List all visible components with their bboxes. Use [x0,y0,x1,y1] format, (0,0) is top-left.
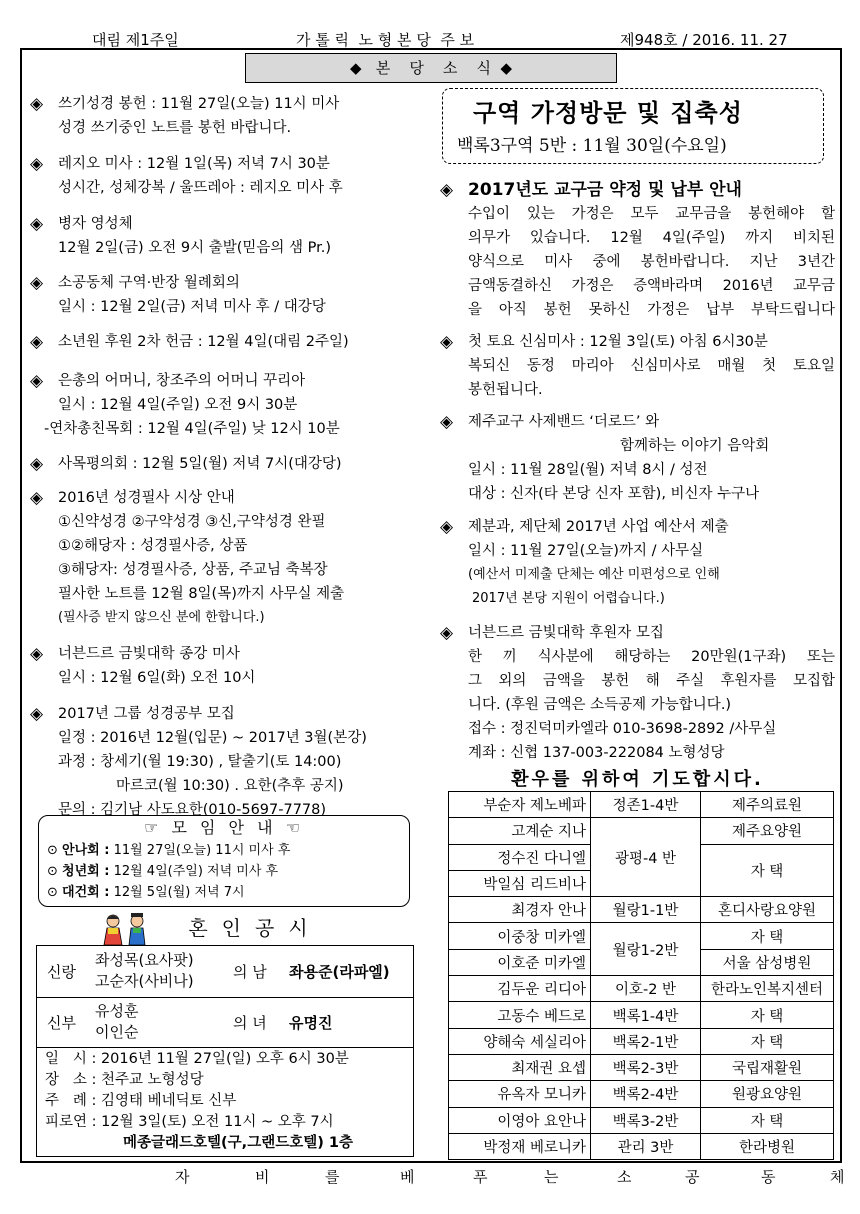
patient-name: 이중창 미카엘 [449,923,591,949]
patient-place: 자 택 [701,844,834,897]
patient-name: 김두운 리디아 [449,976,591,1002]
patient-place: 혼디사랑요양원 [701,897,834,923]
motto-char: 비 [255,1168,270,1186]
groom-name: 좌용준(라파엘) [289,963,390,981]
news-item [30,486,430,630]
bride-mother: 이인순 [95,1023,139,1041]
patient-group: 월랑1-1반 [591,897,701,923]
meeting-text: 12월 4일(주일) 저녁 미사 후 [113,864,279,879]
news-item-line: 성시간, 성체강복 / 울뜨레아 : 레지오 미사 후 [58,180,343,196]
patient-place: 자 택 [701,923,834,949]
motto-char: 공 [685,1168,700,1186]
news-item-title: ◈ 2017년 그룹 성경공부 모집 [30,702,430,726]
patient-group: 광평-4 반 [591,818,701,897]
news-item [30,330,430,354]
news-item-line: 일시 : 11월 27일(오늘)까지 / 사무실 [468,543,704,559]
motto-char: 동 [761,1168,776,1186]
patient-place: 자 택 [701,1002,834,1028]
motto-char: 를 [325,1168,340,1186]
page-header [0,29,860,49]
bulletin-title: 가 톨 릭 노 형 본 당 주 보 [296,31,475,49]
motto-char: 자 [175,1168,190,1186]
news-item-line: (필사증 받지 않으신 분에 한합니다.) [58,610,265,625]
wedding-announcement-box [36,945,414,1157]
news-item-line: 대상 : 신자(타 본당 신자 포함), 비신자 누구나 [468,486,760,502]
news-item [30,212,430,260]
patient-place: 자 택 [701,1028,834,1054]
groom-label: 신랑 [47,963,76,981]
news-item-line: 마르코(월 10:30) . 요한(추후 공지) [116,778,344,794]
footer-motto [20,1163,845,1189]
news-item-title: ◈ 병자 영성체 [30,212,430,236]
patient-name: 양해숙 세실리아 [449,1028,591,1054]
wedding-officiant: 주 례 : 김영태 베네딕토 신부 [45,1093,237,1109]
groom-relation: 의 남 [233,963,267,981]
news-item-title: ◈ 2017년도 교구금 약정 및 납부 안내 [440,178,835,202]
news-item-title: ◈ 레지오 미사 : 12월 1일(목) 저녁 7시 30분 [30,152,430,176]
news-item-title: ◈ 너븐드르 금빛대학 종강 미사 [30,642,430,666]
news-item-line: ①②해당자 : 성경필사증, 상품 [58,538,248,554]
issue-number: 제948호 / 2016. 11. 27 [620,31,788,49]
patient-name: 정수진 다니엘 [449,844,591,870]
patient-group: 관리 3반 [591,1133,701,1159]
news-item [30,369,430,441]
meeting-label: 청년회 : [62,864,110,879]
home-visit-title: 구역 가정방문 및 집축성 [473,99,743,127]
meeting-text: 12월 5일(월) 저녁 7시 [113,885,245,900]
motto-char: 는 [544,1168,559,1186]
patient-place: 한라노인복지센터 [701,976,834,1002]
news-item-line: 일시 : 12월 2일(금) 저녁 미사 후 / 대강당 [58,299,326,315]
news-item-line: -연차총친목회 : 12월 4일(주일) 낮 12시 10분 [44,421,340,437]
patient-group: 백록1-4반 [591,1002,701,1028]
table-row [449,1002,834,1028]
home-visit-box [442,88,824,164]
patient-place: 원광요양원 [701,1081,834,1107]
patient-place: 제주요양원 [701,818,834,844]
news-item-line: 한 끼 식사분에 해당하는 20만원(1구좌) 또는 [468,649,835,665]
patient-place: 국립재활원 [701,1054,834,1080]
news-item-line: 일시 : 12월 6일(화) 오전 10시 [58,670,256,686]
patient-group: 월랑1-2반 [591,923,701,976]
prayer-table [448,791,834,1160]
news-item-title: ◈ 은총의 어머니, 창조주의 어머니 꾸리아 [30,369,430,393]
patient-place: 한라병원 [701,1133,834,1159]
bride-relation: 의 녀 [233,1014,267,1032]
meeting-label: 대건회 : [62,885,110,900]
patient-group: 정존1-4반 [591,792,701,818]
patient-name: 부순자 제노베파 [449,792,591,818]
patient-name: 최경자 안나 [449,897,591,923]
bride-parents [95,1001,138,1043]
patient-name: 이영아 요안나 [449,1107,591,1133]
news-item-line: 수입이 있는 가정은 모두 교무금을 봉헌해야 할 [468,206,835,222]
meeting-item: ⊙ 청년회 : 12월 4일(주일) 저녁 미사 후 [47,864,279,879]
news-item-title: ◈ 제분과, 제단체 2017년 사업 예산서 제출 [440,515,835,539]
patient-name: 최재권 요셉 [449,1054,591,1080]
motto-char: 소 [617,1168,632,1186]
bride-row [37,998,413,1048]
news-item [440,621,835,765]
table-row [449,1081,834,1107]
news-item-line: 양식으로 미사 중에 봉헌바랍니다. 지난 3년간 [468,254,835,270]
table-row [449,976,834,1002]
news-item-line: (예산서 미제출 단체는 예산 미편성으로 인해 [468,567,720,582]
news-item-line: 함께하는 이야기 음악회 [620,438,770,454]
meeting-notice-box [38,815,410,907]
news-item-line: 금액동결하신 가정은 증액바라며 2016년 교무금 [468,278,835,294]
news-item-line: 접수 : 정진덕미카엘라 010-3698-2892 /사무실 [468,721,777,737]
patient-place: 제주의료원 [701,792,834,818]
news-item [30,452,430,476]
news-item-line: 과정 : 창세기(월 19:30) , 탈출기(토 14:00) [58,754,342,770]
table-row [449,1107,834,1133]
motto-char: 체 [830,1168,845,1186]
news-item [440,178,835,322]
patient-name: 유옥자 모니카 [449,1081,591,1107]
news-item-title: ◈ 소공동체 구역·반장 월례회의 [30,271,430,295]
bride-name: 유명진 [289,1014,333,1032]
home-visit-schedule: 백록3구역 5반 : 11월 30일(수요일) [457,136,727,156]
news-item [30,702,430,822]
meeting-item: ⊙ 안나회 : 11월 27일(오늘) 11시 미사 후 [47,843,291,858]
wedding-announcement-title: 혼인공시 [188,916,322,940]
news-item-line: 을 아직 봉헌 못하신 가정은 납부 부탁드립니다 [468,302,835,318]
patient-group: 백록2-4반 [591,1081,701,1107]
news-item-line: 복되신 동정 마리아 신심미사로 매월 첫 토요일 [468,358,835,374]
prayer-list-title: 환우를 위하여 기도합시다. [511,769,764,790]
wedding-reception: 피로연 : 12월 3일(토) 오전 11시 ~ 오후 7시 [45,1114,334,1130]
groom-parents [95,950,194,992]
patient-group: 이호-2 반 [591,976,701,1002]
news-item-line: 성경 쓰기중인 노트를 봉헌 바랍니다. [58,120,292,136]
news-item-title: ◈ 쓰기성경 봉헌 : 11월 27일(오늘) 11시 미사 [30,92,430,116]
wedding-details [37,1048,413,1156]
table-row [449,792,834,818]
news-item-line: 필사한 노트를 12월 8일(목)까지 사무실 제출 [58,586,345,602]
meeting-item: ⊙ 대건회 : 12월 5일(월) 저녁 7시 [47,885,245,900]
meeting-label: 안나회 : [62,843,110,858]
news-item-line: 일시 : 12월 4일(주일) 오전 9시 30분 [58,397,298,413]
news-item-line: 니다. (후원 금액은 소득공제 가능합니다.) [468,697,732,713]
bride-label: 신부 [47,1014,76,1032]
patient-place: 자 택 [701,1107,834,1133]
news-item-title: ◈ 사목평의회 : 12월 5일(월) 저녁 7시(대강당) [30,452,430,476]
patient-group: 백록2-3반 [591,1054,701,1080]
table-row [449,818,834,844]
meeting-text: 11월 27일(오늘) 11시 미사 후 [113,843,291,858]
news-item-title: ◈ 첫 토요 신심미사 : 12월 3일(토) 아침 6시30분 [440,330,835,354]
patient-group: 백록2-1반 [591,1028,701,1054]
news-item-line: 문의 : 김기남 사도요한(010-5697-7778) [58,802,327,818]
news-item-title: ◈ 제주교구 사제밴드 ‘더로드’ 와 [440,410,835,434]
news-item [30,92,430,140]
patient-name: 이호준 미카엘 [449,949,591,975]
news-item [440,410,835,506]
groom-father: 좌성목(요사팟) [95,951,194,969]
news-item [440,330,835,402]
news-item-line: 2017년 본당 지원이 어렵습니다.) [472,591,665,606]
news-item [30,271,430,319]
table-row [449,1133,834,1159]
motto-char: 푸 [473,1168,488,1186]
table-row [449,897,834,923]
news-item-line: 봉헌됩니다. [468,382,543,398]
news-item-line: ③해당자: 성경필사증, 상품, 주교님 축복장 [58,562,328,578]
news-item-line: 12월 2일(금) 오전 9시 출발(믿음의 샘 Pr.) [58,240,331,256]
table-row [449,923,834,949]
news-item [30,642,430,690]
meeting-heading: ☞ 모 임 안 내 ☜ [144,818,304,837]
motto-char: 베 [400,1168,415,1186]
patient-name: 박정재 베로니카 [449,1133,591,1159]
patient-place: 서울 삼성병원 [701,949,834,975]
news-item-title: ◈ 2016년 성경필사 시상 안내 [30,486,430,510]
news-item [440,515,835,611]
patient-name: 고동수 베드로 [449,1002,591,1028]
table-row [449,1054,834,1080]
groom-row [37,946,413,998]
news-item-line: 일시 : 11월 28일(월) 저녁 8시 / 성전 [468,462,708,478]
bride-father: 유성훈 [95,1002,139,1020]
news-item-line: 그 외의 금액을 봉헌 해 주실 후원자를 모집합 [468,673,835,689]
wedding-date: 일 시 : 2016년 11월 27일(일) 오후 6시 30분 [45,1051,349,1067]
wedding-place: 장 소 : 천주교 노형성당 [45,1072,204,1088]
table-row [449,1028,834,1054]
patient-group: 백록3-2반 [591,1107,701,1133]
patient-name: 박일심 리드비나 [449,870,591,896]
news-item [30,152,430,200]
news-item-line: 의무가 있습니다. 12월 4일(주일) 까지 비치된 [468,230,835,246]
news-item-line: 일정 : 2016년 12월(입문) ~ 2017년 3월(본강) [58,730,367,746]
patient-name: 고계순 지나 [449,818,591,844]
liturgical-sunday: 대림 제1주일 [92,31,179,49]
news-item-line: ①신약성경 ②구약성경 ③신,구약성경 완필 [58,514,326,530]
groom-mother: 고순자(사비나) [95,972,194,990]
parish-news-banner: ◆ 본 당 소 식 ◆ [245,53,617,83]
reception-venue: 메종글래드호텔(구,그랜드호텔) 1층 [123,1135,353,1151]
news-item-title: ◈ 너븐드르 금빛대학 후원자 모집 [440,621,835,645]
news-item-title: ◈ 소년원 후원 2차 헌금 : 12월 4일(대림 2주일) [30,330,430,354]
news-item-line: 계좌 : 신협 137-003-222084 노형성당 [468,745,725,761]
